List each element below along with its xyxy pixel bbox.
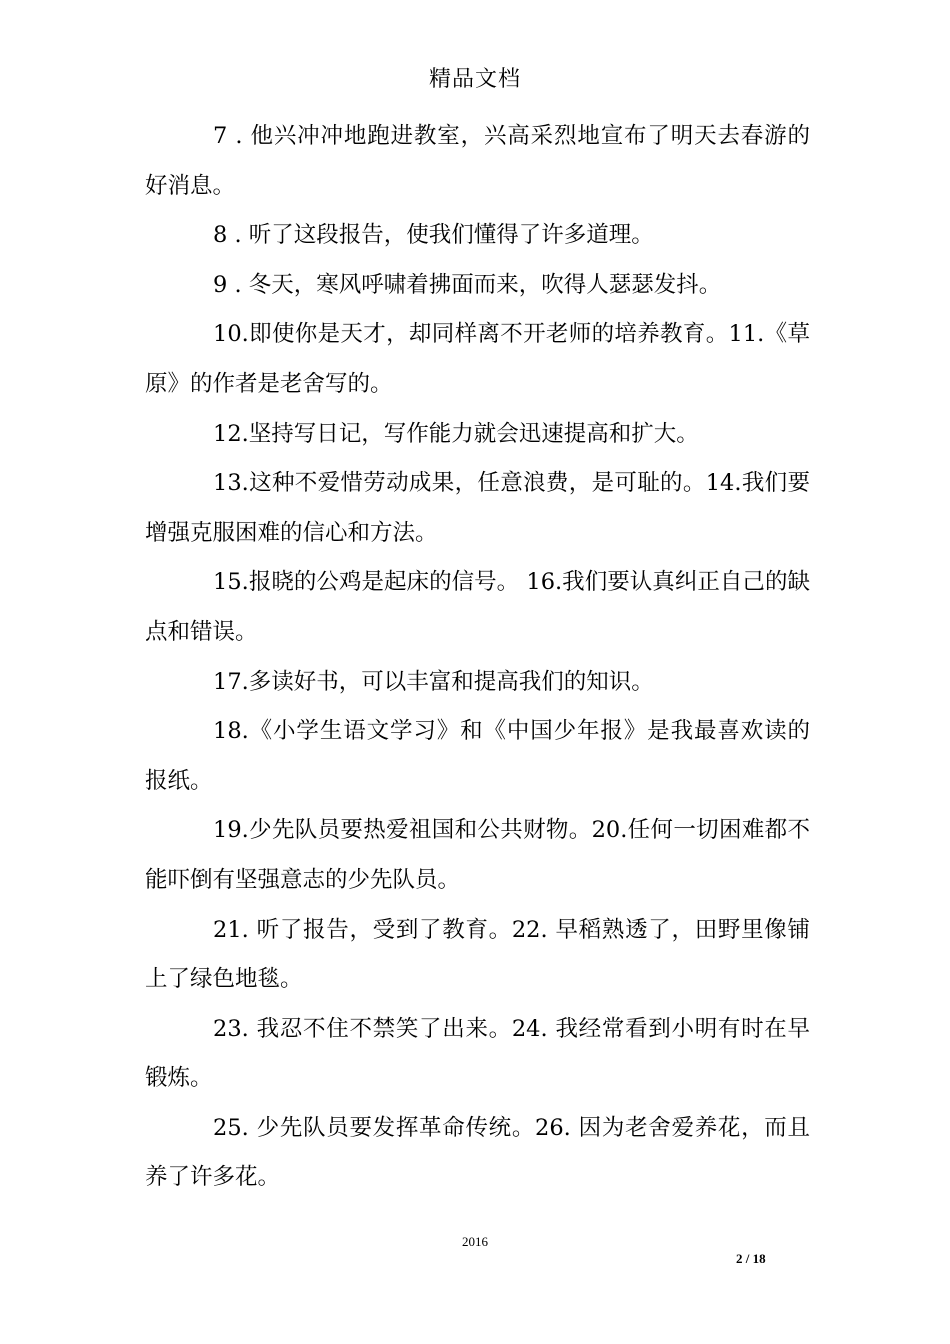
paragraph-21-22: 21. 听了报告，受到了教育。22. 早稻熟透了，田野里像铺上了绿色地毯。 (145, 916, 810, 993)
paragraph-13-14: 13.这种不爱惜劳动成果，任意浪费，是可耻的。14.我们要增强克服困难的信心和方法。 (145, 470, 810, 546)
paragraph-9: 9 . 冬天，寒风呼啸着拂面而来，吹得人瑟瑟发抖。 (213, 271, 722, 298)
paragraph-18: 18.《小学生语文学习》和《中国少年报》是我最喜欢读的报纸。 (145, 718, 810, 794)
paragraph-15-16: 15.报晓的公鸡是起床的信号。 16.我们要认真纠正自己的缺点和错误。 (145, 569, 810, 645)
paragraph-23-24: 23. 我忍不住不禁笑了出来。24. 我经常看到小明有时在早锻炼。 (145, 1015, 810, 1092)
paragraph-12: 12.坚持写日记，写作能力就会迅速提高和扩大。 (213, 420, 699, 447)
paragraph-19-20: 19.少先队员要热爱祖国和公共财物。20.任何一切困难都不能吓倒有坚强意志的少先队员。 (145, 817, 810, 893)
paragraph-7: 7 . 他兴冲冲地跑进教室，兴高采烈地宣布了明天去春游的好消息。 (145, 123, 810, 199)
paragraph-17: 17.多读好书，可以丰富和提高我们的知识。 (213, 668, 654, 695)
footer-year: 2016 (462, 1234, 488, 1249)
document-body (145, 112, 810, 1203)
paragraph-10-11: 10.即使你是天才，却同样离不开老师的培养教育。11.《草原》的作者是老舍写的。 (145, 321, 810, 397)
page-header-title: 精品文档 (428, 67, 521, 92)
paragraph-8: 8 . 听了这段报告，使我们懂得了许多道理。 (213, 222, 654, 249)
paragraph-25-26: 25. 少先队员要发挥革命传统。26. 因为老舍爱养花，而且养了许多花。 (145, 1114, 810, 1191)
page-number: 2 / 18 (736, 1251, 766, 1266)
